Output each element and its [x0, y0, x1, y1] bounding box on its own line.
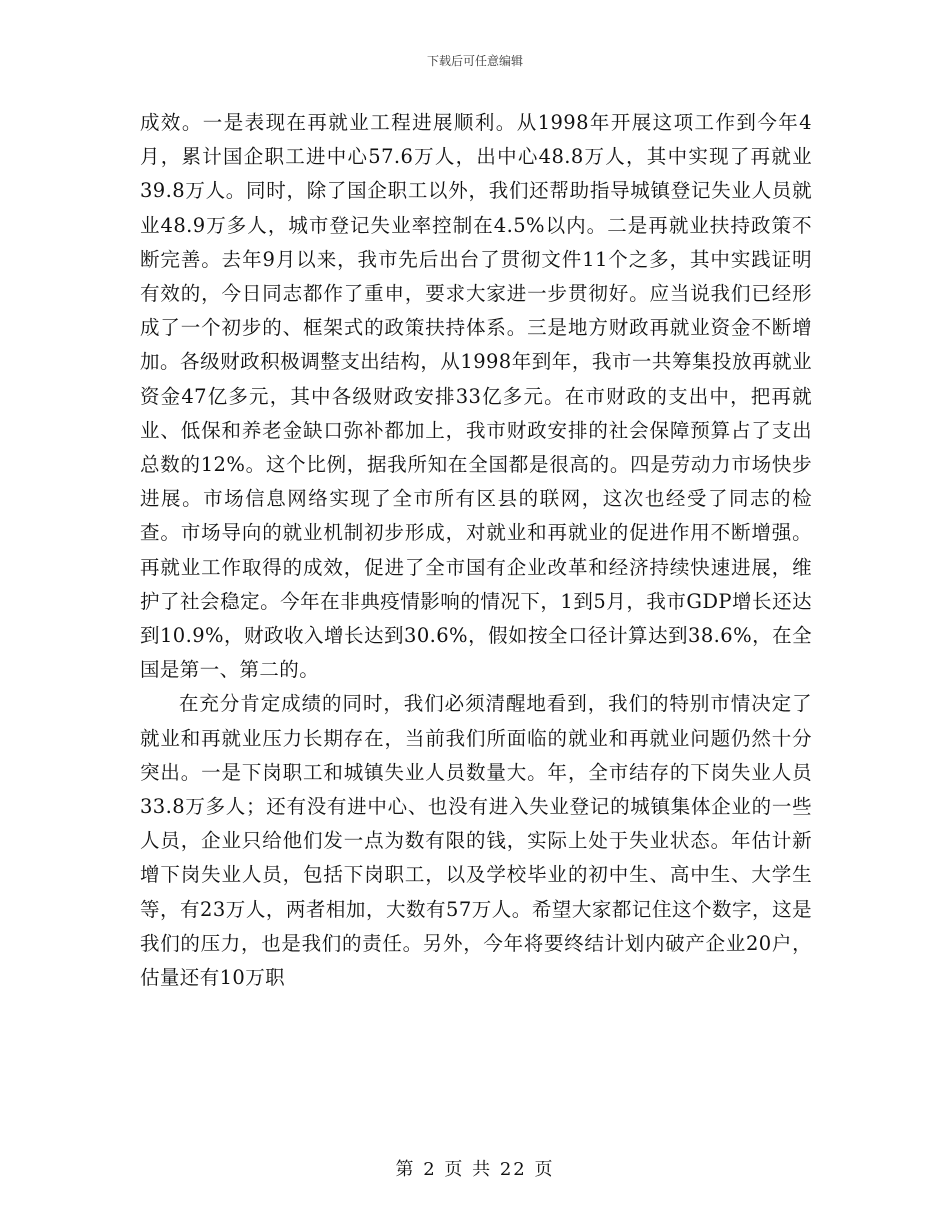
paragraph-1: 成效。一是表现在再就业工程进展顺利。从1998年开展这项工作到今年4月，累计国企职工进中心57.6万人，出中心48.8万人，其中实现了再就业39.8万人。同时，除了国企职工以外，我们还帮助指导城镇登记失业人员就业48.9万多人，城市登记失业率控制在4.5%以内。二是再就业扶持政策不断完善。去年9月以来，我市先后出台了贯彻文件11个之多，其中实践证明有效的，今日同志都作了重申，要求大家进一步贯彻好。应当说我们已经形成了一个初步的、框架式的政策扶持体系。三是地方财政再就业资金不断增加。各级财政积极调整支出结构，从1998年到年，我市一共筹集投放再就业资金47亿多元，其中各级财政安排33亿多元。在市财政的支出中，把再就业、低保和养老金缺口弥补都加上，我市财政安排的社会保障预算占了支出总数的12%。这个比例，据我所知在全国都是很高的。四是劳动力市场快步进展。市场信息网络实现了全市所有区县的联网，这次也经受了同志的检查。市场导向的就业机制初步形成，对就业和再就业的促进作用不断增强。再就业工作取得的成效，促进了全市国有企业改革和经济持续快速进展，维护了社会稳定。今年在非典疫情影响的情况下，1到5月，我市GDP增长还达到10.9%，财政收入增长达到30.6%，假如按全口径计算达到38.6%，在全国是第一、第二的。 — [140, 111, 812, 682]
page-header: 下载后可任意编辑 — [426, 54, 523, 68]
paragraph-2: 在充分肯定成绩的同时，我们必须清醒地看到，我们的特别市情决定了就业和再就业压力长期存在，当前我们所面临的就业和再就业问题仍然十分突出。一是下岗职工和城镇失业人员数量大。年，全市结存的下岗失业人员33.8万多人；还有没有进中心、也没有进入失业登记的城镇集体企业的一些人员，企业只给他们发一点为数有限的钱，实际上处于失业状态。年估计新增下岗失业人员，包括下岗职工，以及学校毕业的初中生、高中生、大学生等，有23万人，两者相加，大数有57万人。希望大家都记住这个数字，这是我们的压力，也是我们的责任。另外，今年将要终结计划内破产企业20户，估量还有10万职 — [140, 692, 812, 990]
document-body — [140, 106, 812, 995]
page-number: 第 2 页 共 22 页 — [395, 1159, 555, 1180]
